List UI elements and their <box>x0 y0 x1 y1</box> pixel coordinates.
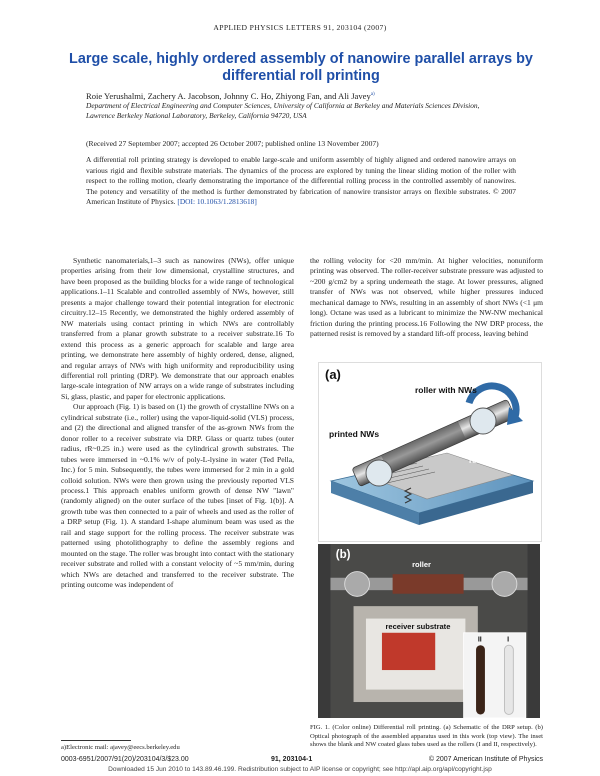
footer-center: 91, 203104-1 <box>271 756 313 763</box>
label-receiver-a: receiver substrate <box>469 456 538 465</box>
journal-header: APPLIED PHYSICS LETTERS 91, 203104 (2007) <box>213 23 387 32</box>
author-list: Roie Yerushalmi, Zachery A. Jacobson, Johnny C. Ho, Zhiyong Fan, and Ali Javey$^{a)}$ <box>86 91 375 101</box>
label-roller-b: roller <box>412 560 431 570</box>
left-column <box>61 256 294 746</box>
inset-label-i: I <box>507 635 510 644</box>
paper-title: Large scale, highly ordered assembly of nanowire parallel arrays by differential roll printing <box>69 51 533 84</box>
wheel-right <box>470 408 496 434</box>
panel-b-label: (b) <box>335 549 351 562</box>
paragraph-2: Our approach (Fig. 1) is based on (1) the growth of crystalline NWs on a cylindrical substrate (i.e., roller) using the vapor-liquid-solid (VLS) process, and (2) the directional and aligned transfer of the as-grown NWs from the donor roller to a receiver substrate via DRP. Glass or quartz tubes (outer radius, rR~0.25 in.) were used as the cylindrical growth substrates. The tubes were immersed in ~0.1% w/v of poly-L-lysine in water (Ted Pella, Inc.) for 5 min. Subsequently, the tubes were immersed for 2 min in a gold colloid solution. NWs were then grown using the previously reported VLS process.1 This approach enables uniform growth of dense NW "lawn" (randomly aligned) on the outer surface of the tubes [inset of Fig. 1(b)]. A growth tube was then connected to a pair of wheels and used as the roller of a DRP setup (Fig. 1). A standard I-shape aluminum beam was used as the rail and stage support for the rolling process. The receiver substrate was patterned using photolithography to define the assembly regions and mounted on the stage. The roller was brought into contact with the stationary receiver substrate and rolled with a constant velocity of ~5 mm/min, during which NWs are detached and transferred to the receiver substrate. The printing outcome was independent of <box>61 402 294 590</box>
drp-schematic <box>319 363 541 541</box>
download-notice: Downloaded 15 Jun 2010 to 143.89.46.199. Redistribution subject to AIP license or copyright; see http://apl.aip.org/apl/copyright.jsp <box>108 766 492 773</box>
label-roller-nws: roller with NWs <box>415 385 477 395</box>
label-receiver-b: receiver substrate <box>385 622 451 632</box>
figure-panel-a <box>318 362 542 542</box>
footnote: a)Electronic mail: ajavey@eecs.berkeley.edu <box>61 744 180 751</box>
label-printed-nws: printed NWs <box>329 429 380 439</box>
drp-photo <box>318 544 540 718</box>
inset-label-ii: II <box>477 635 482 644</box>
figure-panel-b <box>318 544 540 718</box>
inset-photo <box>464 633 526 718</box>
affiliation: Department of Electrical Engineering and Computer Sciences, University of California at Berkeley and Materials Sciences Division, Lawrence Berkeley National Laboratory, Berkeley, California 94720, USA <box>86 101 480 120</box>
abstract <box>86 155 516 208</box>
abstract-text: A differential roll printing strategy is developed to enable large-scale and uniform assembly of highly aligned and ordered nanowire arrays on various rigid and flexible substrate materials. The dynamics of the process are explored by tuning the linear sliding motion of the roller with respect to the rolling motion, clearly demonstrating the importance of the differential rolling process in the controlled assembly of nanowires. The potency and versatility of the method is further demonstrated by fabrication of nanowire transistor arrays on flexible substrates. © 2007 American Institute of Physics. <box>86 155 516 207</box>
footnote-rule <box>61 740 131 741</box>
footer-right: © 2007 American Institute of Physics <box>428 756 543 763</box>
publication-dates: (Received 27 September 2007; accepted 26 October 2007; published online 13 November 2007) <box>86 139 379 148</box>
panel-a-label: (a) <box>325 367 341 382</box>
paragraph-1: Synthetic nanomaterials,1–3 such as nanowires (NWs), offer unique properties arising from their low dimensional, crystalline structures, and have been proposed as the building blocks for a wide range of technological applications.1–11 Scalable and controlled assembly of NWs, however, still presents a major challenge toward their potential integration for electronic circuitry.12–15 Recently, we demonstrated the highly ordered assembly of NW materials using contact printing in which NWs are controllably transferred from a planar growth substrate to a receiver substrate.16 To extend this process as a generic approach for scalable and large area printing, we demonstrate here assembly of highly ordered, dense, aligned, and regular arrays of NWs with high uniformity and reproducibility using differential roll printing (DRP). We demonstrate that our approach enables large-scale integration of NW arrays on a wide range of substrates including Si, glass, plastic, and paper for electronic applications. <box>61 256 294 401</box>
figure-caption: FIG. 1. (Color online) Differential roll printing. (a) Schematic of the DRP setup. (b) Optical photograph of the assembled apparatus used in this work (top view). The inset shows the blank and NW coated glass tubes used as the rollers (I and II, respectively). <box>310 724 543 749</box>
footer-left: 0003-6951/2007/91(20)/203104/3/$23.00 <box>61 756 189 763</box>
receiver-photo <box>382 633 435 670</box>
doi-link[interactable]: [DOI: 10.1063/1.2813618] <box>177 197 257 207</box>
wheel-left <box>366 460 392 486</box>
paragraph-continued: the rolling velocity for <20 mm/min. At higher velocities, nonuniform printing was observed. The roller-receiver substrate pressure was adjusted to ~200 g/cm2 by a spring underneath the stage. At lower pressures, aligned transfer of NWs was not observed, while higher pressures induced mechanical damage to NWs, resulting in an assembly of short NWs (<1 μm long). Octane was used as a lubricant to minimize the NW-NW mechanical friction during the printing process.16 Following the NW DRP process, the patterned resist is removed by a standard lift-off process, leaving behind <box>310 256 543 339</box>
right-column <box>310 256 543 356</box>
roller-photo <box>393 574 464 594</box>
